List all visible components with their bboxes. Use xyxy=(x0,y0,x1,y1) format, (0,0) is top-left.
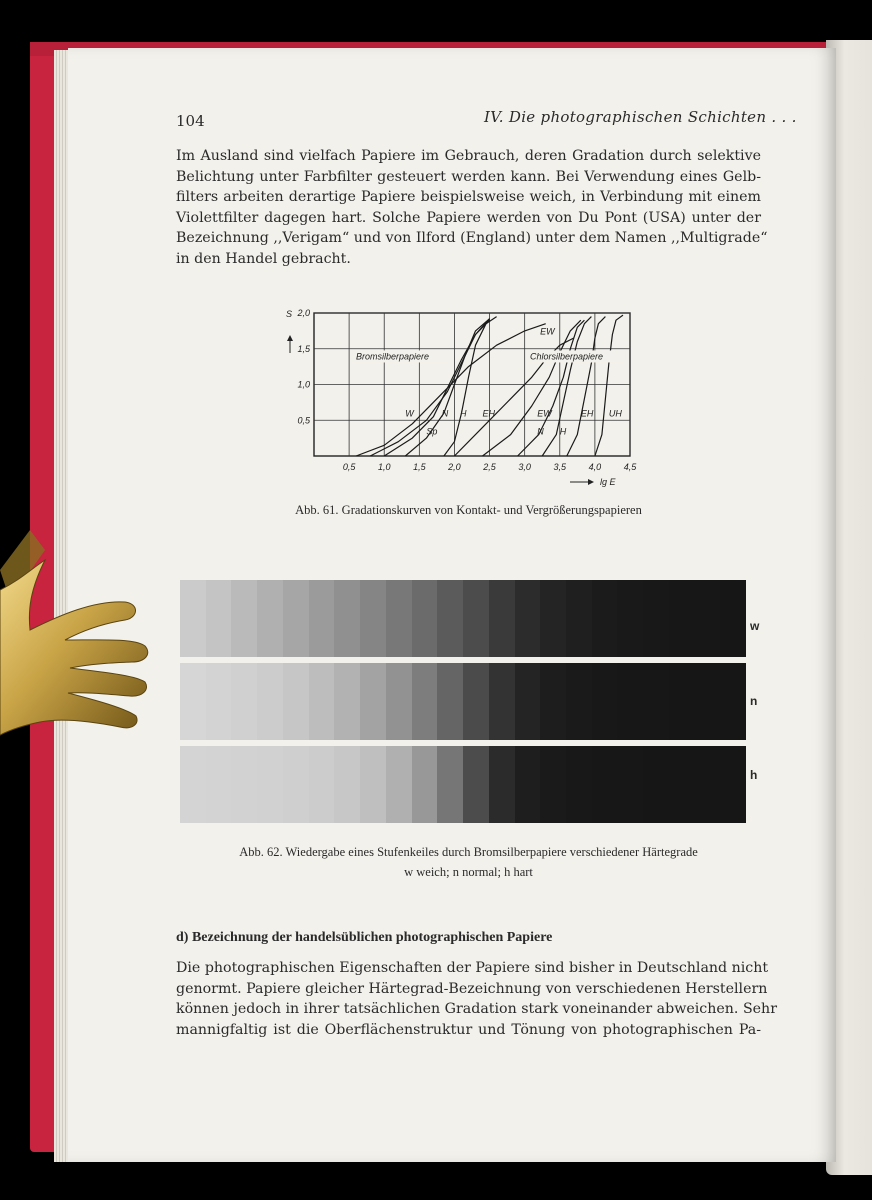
y-tick-label: 2,0 xyxy=(297,308,310,318)
wedge-step xyxy=(309,746,335,823)
wedge-step xyxy=(412,663,438,740)
wedge-step xyxy=(437,746,463,823)
wedge-step xyxy=(592,663,618,740)
wedge-step xyxy=(695,580,721,657)
wedge-step xyxy=(720,663,746,740)
paragraph-1-line: Belichtung unter Farbfilter gesteuert werden kann. Bei Verwendung eines Gelb- xyxy=(176,168,761,185)
x-tick-label: 1,5 xyxy=(413,462,426,472)
paragraph-1-line: Bezeichnung ,,Verigam“ und von Ilford (England) unter dem Namen ,,Multigrade“ xyxy=(176,230,768,246)
wedge-step xyxy=(617,663,643,740)
wedge-step xyxy=(309,580,335,657)
x-tick-label: 4,0 xyxy=(588,462,602,472)
curve-eh xyxy=(441,317,497,456)
running-header: IV. Die photographischen Schichten . . . xyxy=(484,108,797,126)
paragraph-2-line: mannigfaltig ist die Oberflächenstruktur und Tönung von photographischen Pa- xyxy=(176,1021,761,1038)
wedge-step xyxy=(566,580,592,657)
wedge-step xyxy=(463,580,489,657)
wedge-step xyxy=(231,663,257,740)
wedge-step xyxy=(566,746,592,823)
curve-label: EH xyxy=(482,408,496,419)
wedge-step xyxy=(489,663,515,740)
wedge-step xyxy=(566,663,592,740)
wedge-step xyxy=(360,663,386,740)
wedge-step xyxy=(180,580,206,657)
wedge-step xyxy=(231,580,257,657)
paragraph-1-line: Violettfilter dagegen hart. Solche Papiere werden von Du Pont (USA) unter der xyxy=(176,209,761,226)
paragraph-1-line: Im Ausland sind vielfach Papiere im Gebrauch, deren Gradation durch selektive xyxy=(176,148,761,164)
wedge-step xyxy=(334,580,360,657)
wedge-step xyxy=(515,746,541,823)
wedge-step xyxy=(231,746,257,823)
group-label: Chlorsilberpapiere xyxy=(530,351,604,362)
x-tick-label: 3,0 xyxy=(518,462,531,472)
x-tick-label: 0,5 xyxy=(342,462,356,472)
wedge-step xyxy=(540,580,566,657)
x-tick-label: 3,5 xyxy=(553,462,567,472)
wedge-step xyxy=(463,746,489,823)
curve-label: EW xyxy=(540,326,555,337)
wedge-step xyxy=(334,663,360,740)
paragraph-2-line: Die photographischen Eigenschaften der Papiere sind bisher in Deutschland nicht xyxy=(176,960,769,976)
curve-label: W xyxy=(405,408,414,419)
strip-label-n: n xyxy=(750,694,758,708)
wedge-step xyxy=(489,746,515,823)
wedge-step xyxy=(283,746,309,823)
wedge-step xyxy=(695,663,721,740)
x-tick-label: 2,0 xyxy=(448,462,461,472)
curve-eh xyxy=(567,317,606,456)
curve-label: EH xyxy=(580,408,594,419)
paragraph-2-line: können jedoch in ihrer tatsächlichen Gradation stark voneinander abweichen. Sehr xyxy=(176,1001,777,1017)
curve-label: N xyxy=(441,408,449,419)
wedge-step xyxy=(412,746,438,823)
paragraph-1-line: filters arbeiten derartige Papiere beispielsweise weich, in Verbindung mit einem xyxy=(176,189,761,205)
wedge-step xyxy=(257,580,283,657)
curve-uh xyxy=(595,315,623,456)
wedge-step xyxy=(515,663,541,740)
wedge-step xyxy=(386,580,412,657)
wedge-step xyxy=(540,663,566,740)
wedge-step xyxy=(720,580,746,657)
wedge-step xyxy=(206,746,232,823)
section-heading: d) Bezeichnung der handelsüblichen photographischen Papiere xyxy=(176,930,553,945)
wedge-step xyxy=(283,580,309,657)
curve-label: H xyxy=(460,408,467,419)
wedge-step xyxy=(720,746,746,823)
paragraph-2 xyxy=(176,958,777,1040)
strip-label-h: h xyxy=(750,768,758,782)
figure-62-caption xyxy=(176,842,761,882)
wedge-step xyxy=(360,580,386,657)
page-number: 104 xyxy=(176,112,205,130)
wedge-step xyxy=(180,746,206,823)
y-axis-label: S xyxy=(286,309,293,319)
wedge-step xyxy=(334,746,360,823)
wedge-step xyxy=(643,746,669,823)
wedge-step xyxy=(617,746,643,823)
wedge-step xyxy=(669,746,695,823)
y-tick-label: 1,5 xyxy=(297,343,310,354)
wedge-step xyxy=(643,663,669,740)
wedge-step xyxy=(180,663,206,740)
curve-label: UH xyxy=(608,408,622,419)
strip-label-w: w xyxy=(750,619,760,633)
wedge-step xyxy=(437,580,463,657)
wedge-step xyxy=(669,663,695,740)
step-wedge-w xyxy=(180,580,746,657)
wedge-step xyxy=(695,746,721,823)
wedge-step xyxy=(617,580,643,657)
wedge-step xyxy=(489,580,515,657)
wedge-step xyxy=(515,580,541,657)
curve-n xyxy=(518,320,585,456)
figure-62-caption-line2: w weich; n normal; h hart xyxy=(404,865,533,879)
y-axis-arrowhead xyxy=(287,335,293,341)
x-tick-label: 2,5 xyxy=(483,462,496,472)
brass-hand-bookstand-icon xyxy=(0,530,160,770)
figure-61-caption: Abb. 61. Gradationskurven von Kontakt- und Vergrößerungspapieren xyxy=(295,503,642,517)
paragraph-2-line: genormt. Papiere gleicher Härtegrad-Bezeichnung von verschiedenen Herstellern xyxy=(176,980,768,997)
wedge-step xyxy=(592,746,618,823)
paragraph-1-line: in den Handel gebracht. xyxy=(176,250,351,267)
y-tick-label: 0,5 xyxy=(297,415,310,426)
x-axis-arrowhead xyxy=(588,479,594,485)
curve-label: N xyxy=(537,426,544,437)
wedge-step xyxy=(283,663,309,740)
wedge-step xyxy=(463,663,489,740)
wedge-step xyxy=(592,580,618,657)
wedge-step xyxy=(206,580,232,657)
figure-62-caption-line1: Abb. 62. Wiedergabe eines Stufenkeiles durch Bromsilberpapiere verschiedener Härtegrade xyxy=(239,845,698,859)
wedge-step xyxy=(643,580,669,657)
chart-grid xyxy=(314,313,630,456)
wedge-step xyxy=(206,663,232,740)
wedge-step xyxy=(386,663,412,740)
wedge-step xyxy=(669,580,695,657)
wedge-step xyxy=(257,663,283,740)
paragraph-1 xyxy=(176,146,768,269)
curve-label: Sp xyxy=(426,426,438,437)
y-tick-label: 1,0 xyxy=(297,379,310,390)
x-axis-label: lg E xyxy=(600,477,616,487)
curve-label: H xyxy=(559,426,567,437)
group-label: Bromsilberpapiere xyxy=(356,351,430,362)
wedge-step xyxy=(360,746,386,823)
curve-label: EW xyxy=(537,408,552,419)
wedge-step xyxy=(540,746,566,823)
wedge-step xyxy=(257,746,283,823)
x-tick-label: 4,5 xyxy=(623,462,637,472)
step-wedge-n xyxy=(180,663,746,740)
wedge-step xyxy=(386,746,412,823)
step-wedge-h xyxy=(180,746,746,823)
wedge-step xyxy=(309,663,335,740)
x-tick-label: 1,0 xyxy=(377,462,391,472)
wedge-step xyxy=(437,663,463,740)
wedge-step xyxy=(412,580,438,657)
gradation-chart xyxy=(280,300,640,490)
